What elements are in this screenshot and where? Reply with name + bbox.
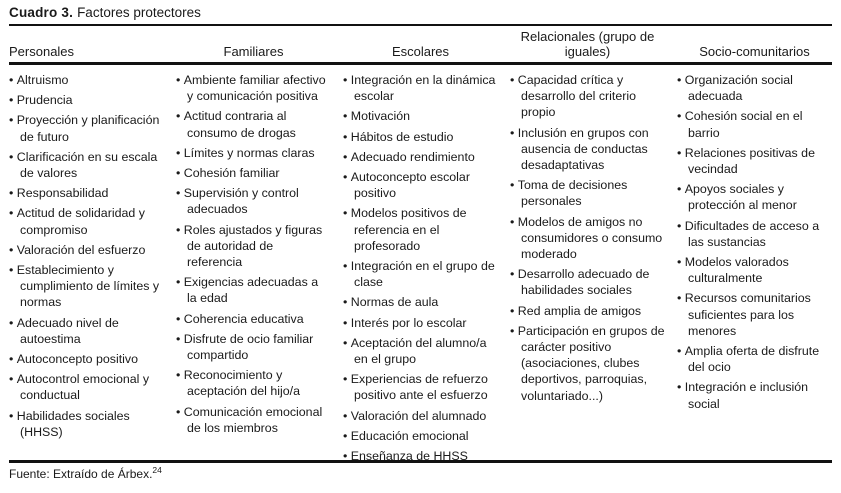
factor-item: • Experiencias de refuerzo positivo ante el esfuerzo <box>343 371 498 403</box>
factor-item: • Apoyos sociales y protección al menor <box>677 181 832 213</box>
factor-item: • Capacidad crítica y desarrollo del criterio propio <box>510 72 665 121</box>
table-column <box>510 72 665 460</box>
factor-item: • Roles ajustados y figuras de autoridad de referencia <box>176 222 331 271</box>
column-header-row <box>9 26 832 62</box>
factor-list <box>176 72 331 436</box>
factor-item: • Ambiente familiar afectivo y comunicación positiva <box>176 72 331 104</box>
factor-list <box>9 72 164 440</box>
factor-item: • Actitud contraria al consumo de drogas <box>176 108 331 140</box>
table-number: Cuadro 3. <box>9 5 74 20</box>
factor-item: • Motivación <box>343 108 498 124</box>
factor-item: • Adecuado nivel de autoestima <box>9 315 164 347</box>
factor-item: • Adecuado rendimiento <box>343 149 498 165</box>
factor-item: • Modelos de amigos no consumidores o consumo moderado <box>510 214 665 263</box>
factor-item: • Desarrollo adecuado de habilidades sociales <box>510 266 665 298</box>
factor-item: • Altruismo <box>9 72 164 88</box>
factor-item: • Límites y normas claras <box>176 145 331 161</box>
factor-item: • Responsabilidad <box>9 185 164 201</box>
table-column <box>343 72 498 460</box>
table-column <box>677 72 832 460</box>
factor-item: • Organización social adecuada <box>677 72 832 104</box>
factor-item: • Valoración del esfuerzo <box>9 242 164 258</box>
factor-item: • Modelos positivos de referencia en el profesorado <box>343 205 498 254</box>
factor-item: • Supervisión y control adecuados <box>176 185 331 217</box>
table-column <box>176 72 331 460</box>
factor-item: • Integración e inclusión social <box>677 379 832 411</box>
factor-list <box>677 72 832 412</box>
table-caption: Factores protectores <box>77 5 201 20</box>
factor-item: • Cohesión social en el barrio <box>677 108 832 140</box>
factor-item: • Amplia oferta de disfrute del ocio <box>677 343 832 375</box>
factor-item: • Inclusión en grupos con ausencia de conductas desadaptativas <box>510 125 665 174</box>
factor-list <box>510 72 665 404</box>
source-text: Fuente: Extraído de Árbex. <box>9 467 153 481</box>
source-reference-superscript: 24 <box>152 465 162 475</box>
factor-item: • Normas de aula <box>343 294 498 310</box>
factor-item: • Relaciones positivas de vecindad <box>677 145 832 177</box>
factor-item: • Coherencia educativa <box>176 311 331 327</box>
factor-item: • Recursos comunitarios suficientes para los menores <box>677 290 832 339</box>
factor-item: • Interés por lo escolar <box>343 315 498 331</box>
factor-item: • Participación en grupos de carácter positivo (asociaciones, clubes deportivos, parroquias, voluntariado...) <box>510 323 665 404</box>
factor-item: • Red amplia de amigos <box>510 303 665 319</box>
factor-item: • Dificultades de acceso a las sustancias <box>677 218 832 250</box>
factor-item: • Aceptación del alumno/a en el grupo <box>343 335 498 367</box>
factor-item: • Valoración del alumnado <box>343 408 498 424</box>
column-header: Personales <box>9 44 75 59</box>
factor-item: • Clarificación en su escala de valores <box>9 149 164 181</box>
factor-item: • Actitud de solidaridad y compromiso <box>9 205 164 237</box>
factor-item: • Integración en la dinámica escolar <box>343 72 498 104</box>
column-header: Escolares <box>391 44 450 59</box>
source-note <box>9 467 832 482</box>
factor-item: • Reconocimiento y aceptación del hijo/a <box>176 367 331 399</box>
factor-list <box>343 72 498 460</box>
table-column <box>9 72 164 460</box>
column-header: Familiares <box>223 44 284 59</box>
factor-item: • Cohesión familiar <box>176 165 331 181</box>
factor-item: • Autoconcepto escolar positivo <box>343 169 498 201</box>
factor-item: • Autocontrol emocional y conductual <box>9 371 164 403</box>
table-body <box>9 65 832 460</box>
factor-item: • Toma de decisiones personales <box>510 177 665 209</box>
factor-item: • Exigencias adecuadas a la edad <box>176 274 331 306</box>
column-header: Socio-comunitarios <box>699 44 810 59</box>
factor-item: • Habilidades sociales (HHSS) <box>9 408 164 440</box>
column-header: Relacionales (grupo de iguales) <box>520 29 655 59</box>
factor-item: • Educación emocional <box>343 428 498 444</box>
bottom-divider <box>9 460 832 463</box>
table-title <box>9 0 832 22</box>
factor-item: • Establecimiento y cumplimiento de límites y normas <box>9 262 164 311</box>
factor-item: • Hábitos de estudio <box>343 129 498 145</box>
factor-item: • Proyección y planificación de futuro <box>9 112 164 144</box>
factor-item: • Disfrute de ocio familiar compartido <box>176 331 331 363</box>
factor-item: • Prudencia <box>9 92 164 108</box>
factor-item: • Comunicación emocional de los miembros <box>176 404 331 436</box>
factor-item: • Integración en el grupo de clase <box>343 258 498 290</box>
factor-item: • Autoconcepto positivo <box>9 351 164 367</box>
factor-item: • Enseñanza de HHSS <box>343 448 498 460</box>
factor-item: • Modelos valorados culturalmente <box>677 254 832 286</box>
